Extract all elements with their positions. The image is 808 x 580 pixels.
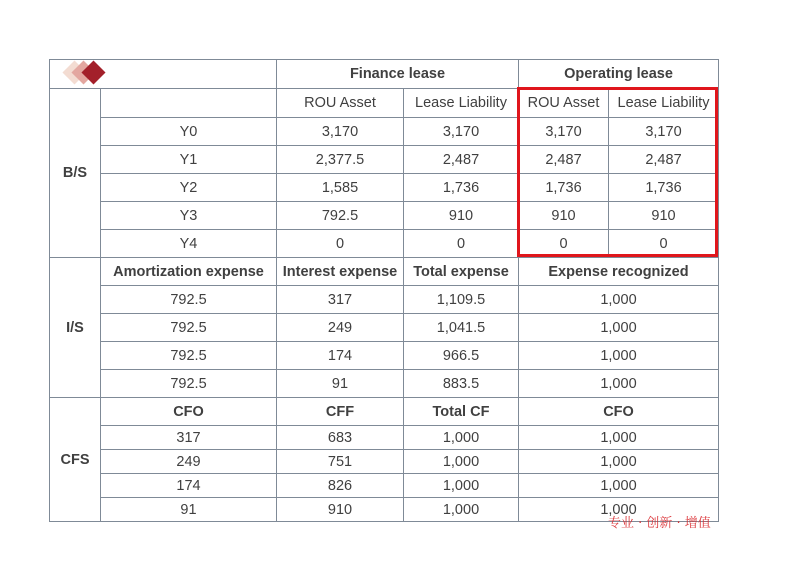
is-col-header: Expense recognized	[519, 258, 719, 286]
cfs-col-header: CFO	[101, 398, 277, 426]
value-cell: 910	[404, 202, 519, 230]
value-cell: 1,000	[404, 450, 519, 474]
value-cell: 792.5	[101, 342, 277, 370]
value-cell: 1,736	[404, 174, 519, 202]
bs-year-header	[101, 89, 277, 118]
value-cell: 317	[101, 426, 277, 450]
watermark-text: 专业 · 创新 · 增值	[608, 516, 711, 531]
bs-section-label: B/S	[50, 89, 101, 258]
value-cell: 3,170	[519, 118, 609, 146]
value-cell: 2,487	[519, 146, 609, 174]
value-cell: 1,736	[609, 174, 719, 202]
value-cell: 2,487	[609, 146, 719, 174]
is-col-header: Amortization expense	[101, 258, 277, 286]
header-spacer-cell	[50, 60, 277, 89]
value-cell: 3,170	[277, 118, 404, 146]
cfs-col-header: CFF	[277, 398, 404, 426]
value-cell: 792.5	[101, 370, 277, 398]
value-cell: 2,377.5	[277, 146, 404, 174]
bs-row	[50, 174, 719, 202]
value-cell: 249	[277, 314, 404, 342]
is-row	[50, 286, 719, 314]
cfs-col-header: Total CF	[404, 398, 519, 426]
value-cell: 910	[519, 202, 609, 230]
value-cell: 1,000	[519, 286, 719, 314]
value-cell: 792.5	[277, 202, 404, 230]
finance-lease-header: Finance lease	[277, 60, 519, 89]
value-cell: 1,000	[519, 498, 719, 522]
value-cell: 966.5	[404, 342, 519, 370]
cfs-column-header-row	[50, 398, 719, 426]
value-cell: 883.5	[404, 370, 519, 398]
value-cell: 174	[277, 342, 404, 370]
cfs-row	[50, 474, 719, 498]
value-cell: 1,000	[519, 426, 719, 450]
value-cell: 0	[609, 230, 719, 258]
value-cell: 0	[277, 230, 404, 258]
table-header-row	[50, 60, 719, 89]
bs-row	[50, 118, 719, 146]
is-column-header-row	[50, 258, 719, 286]
value-cell: 317	[277, 286, 404, 314]
value-cell: 910	[609, 202, 719, 230]
value-cell: 91	[101, 498, 277, 522]
value-cell: 1,000	[519, 474, 719, 498]
lease-comparison-table	[49, 59, 719, 522]
bs-col-header: Lease Liability	[609, 89, 719, 118]
value-cell: 249	[101, 450, 277, 474]
year-cell: Y0	[101, 118, 277, 146]
value-cell: 174	[101, 474, 277, 498]
value-cell: 2,487	[404, 146, 519, 174]
value-cell: 0	[404, 230, 519, 258]
value-cell: 683	[277, 426, 404, 450]
value-cell: 91	[277, 370, 404, 398]
value-cell: 826	[277, 474, 404, 498]
value-cell: 1,000	[519, 342, 719, 370]
bs-row	[50, 230, 719, 258]
value-cell: 792.5	[101, 314, 277, 342]
is-section-label: I/S	[50, 258, 101, 398]
value-cell: 910	[277, 498, 404, 522]
value-cell: 1,736	[519, 174, 609, 202]
cfs-row	[50, 426, 719, 450]
value-cell: 1,000	[404, 426, 519, 450]
is-row	[50, 370, 719, 398]
value-cell: 1,000	[404, 474, 519, 498]
bs-row	[50, 202, 719, 230]
value-cell: 1,109.5	[404, 286, 519, 314]
cfs-row	[50, 450, 719, 474]
value-cell: 1,000	[404, 498, 519, 522]
year-cell: Y2	[101, 174, 277, 202]
value-cell: 1,000	[519, 314, 719, 342]
bs-column-header-row	[50, 89, 719, 118]
is-row	[50, 342, 719, 370]
value-cell: 3,170	[404, 118, 519, 146]
bs-col-header: ROU Asset	[277, 89, 404, 118]
cfs-section-label: CFS	[50, 398, 101, 522]
is-col-header: Interest expense	[277, 258, 404, 286]
value-cell: 1,041.5	[404, 314, 519, 342]
bs-row	[50, 146, 719, 174]
value-cell: 3,170	[609, 118, 719, 146]
is-row	[50, 314, 719, 342]
value-cell: 0	[519, 230, 609, 258]
is-col-header: Total expense	[404, 258, 519, 286]
operating-lease-header: Operating lease	[519, 60, 719, 89]
value-cell: 1,000	[519, 370, 719, 398]
value-cell: 1,585	[277, 174, 404, 202]
cfs-col-header: CFO	[519, 398, 719, 426]
value-cell: 751	[277, 450, 404, 474]
year-cell: Y1	[101, 146, 277, 174]
value-cell: 1,000	[519, 450, 719, 474]
bs-col-header: Lease Liability	[404, 89, 519, 118]
year-cell: Y4	[101, 230, 277, 258]
year-cell: Y3	[101, 202, 277, 230]
bs-col-header: ROU Asset	[519, 89, 609, 118]
value-cell: 792.5	[101, 286, 277, 314]
